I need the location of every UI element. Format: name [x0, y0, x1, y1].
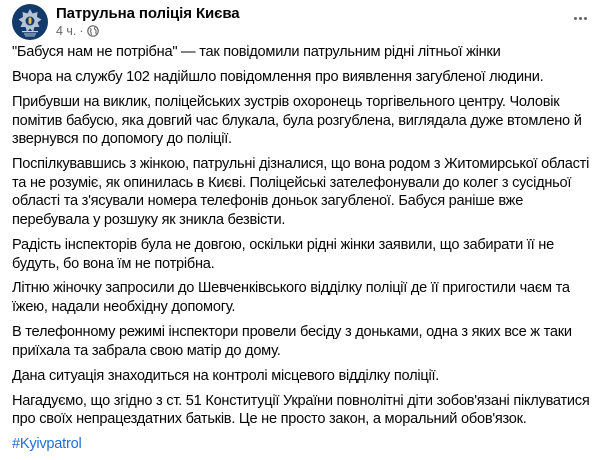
timestamp-link[interactable]: 4 ч. [56, 24, 77, 38]
post-paragraph: В телефонному режимі інспектори провели бесіду з доньками, одна з яких все ж таки приїхала та забрала свою матір до дому. [12, 324, 572, 359]
post-paragraph: Поспілкувавшись з жінкою, патрульні дізналися, що вона родом з Житомирської області та не розуміє, як опинилась в Києві. Поліцейські зателефонували до колег з сусідньої області та з'ясували номера телефонів доньок загубленої. Бабуся раніше вже перебувала у розшуку як зникла безвісти. [12, 156, 590, 228]
more-dot [584, 17, 587, 20]
page-avatar[interactable] [12, 4, 48, 40]
header-text [56, 5, 239, 39]
page-name-link[interactable]: Патрульна поліція Києва [56, 5, 240, 22]
globe-icon[interactable] [87, 25, 99, 37]
post-body [12, 43, 597, 460]
post-paragraph: "Бабуся нам не потрібна" — так повідомили патрульним рідні літньої жінки [12, 44, 501, 60]
post-header [12, 4, 590, 40]
police-badge-logo-icon [12, 4, 48, 40]
more-options-icon[interactable] [566, 8, 594, 28]
more-dot [579, 17, 582, 20]
more-dot [574, 17, 577, 20]
post-paragraph: Радість інспекторів була не довгою, оскільки рідні жінки заявили, що забирати її не будуть, бо вона їм не потрібна. [12, 236, 554, 272]
post-paragraph: Вчора на службу 102 надійшло повідомлення про виявлення загубленої людини. [12, 68, 544, 85]
meta-separator: · [79, 24, 84, 38]
post-paragraph: Нагадуємо, що згідно з ст. 51 Конституції України повнолітні діти зобов'язані піклуватися про своїх непрацездатних батьків. Це не просто закон, а моральний обов'язок. [12, 392, 590, 428]
post-paragraph: Літню жіночку запросили до Шевченківського відділку поліції де її пригостили чаєм та їжею, надали необхідну допомогу. [12, 280, 570, 316]
post-paragraph: Прибувши на виклик, поліцейських зустрів охоронець торгівельного центру. Чоловік помітив бабусю, яка довгий час блукала, була розгублена, виглядала дуже втомлено й звернувся по допомогу до поліції. [12, 93, 582, 148]
hashtag-paragraph [12, 435, 597, 454]
hashtag-link[interactable]: #Kyivpatrol [12, 436, 82, 453]
post-meta [56, 23, 239, 39]
post-paragraph: Дана ситуація знаходиться на контролі місцевого відділку поліції. [12, 367, 440, 384]
